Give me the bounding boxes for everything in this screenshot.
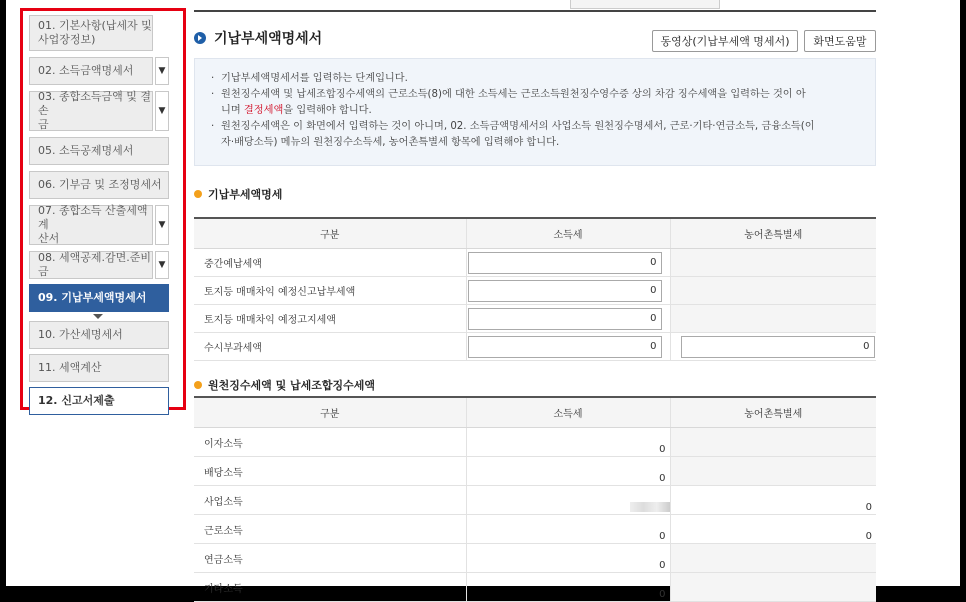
step-label: 06. 기부금 및 조정명세서	[38, 178, 162, 191]
table-row	[194, 277, 876, 305]
main-content	[194, 0, 876, 600]
table-header-row	[194, 397, 876, 428]
row-label: 배당소득	[194, 457, 466, 486]
top-button-stub	[570, 0, 720, 9]
circle-arrow-icon	[194, 32, 206, 44]
row-label: 사업소득	[194, 486, 466, 515]
page-title-text: 기납부세액명세서	[214, 31, 323, 47]
column-header: 소득세	[466, 397, 670, 428]
page-title	[194, 28, 322, 48]
table-row	[194, 428, 876, 457]
step-label: 10. 가산세명세서	[38, 328, 123, 341]
rural-tax-value: 0	[670, 515, 876, 544]
notice-line: · 원천징수세액은 이 화면에서 입력하는 것이 아니며, 02. 소득금액명세서의 사업소득 원천징수명세서, 근로·기타·연금소득, 금융소득(이 자·배당소득) 메뉴의 원천징수소득세, 농어촌특별세 항목에 입력해야 합니다.	[211, 119, 861, 151]
chevron-down-icon: ▼	[158, 260, 166, 270]
table-row	[194, 249, 876, 277]
column-header: 농어촌특별세	[670, 397, 876, 428]
step-label: 12. 신고서제출	[38, 394, 115, 407]
step-07-tax-calculation[interactable]	[29, 205, 153, 245]
row-label: 수시부과세액	[194, 333, 466, 361]
row-label: 중간예납세액	[194, 249, 466, 277]
step-label: 05. 소득공제명세서	[38, 144, 134, 157]
income-tax-value: 0	[466, 428, 670, 457]
bullet-dot-icon	[194, 381, 202, 389]
step-11-tax-computation[interactable]	[29, 354, 169, 382]
header-divider	[194, 10, 876, 12]
screen-help-button[interactable]: 화면도움말	[804, 30, 876, 52]
step-02-income-statement[interactable]	[29, 57, 153, 85]
occasional-assessment-input[interactable]: 0	[468, 336, 662, 358]
step-arrow-icon	[93, 314, 103, 319]
blurred-value	[630, 502, 670, 512]
row-label: 연금소득	[194, 544, 466, 573]
step-03-total-income[interactable]	[29, 91, 153, 131]
table-row	[194, 573, 876, 602]
income-tax-value: 0	[466, 573, 670, 602]
section-prepaid-title: 기납부세액명세	[194, 186, 282, 202]
section-withholding-title: 원천징수세액 및 납세조합징수세액	[194, 377, 375, 393]
occasional-rural-tax-input[interactable]: 0	[681, 336, 875, 358]
column-header: 소득세	[466, 218, 670, 249]
step-05-deductions[interactable]	[29, 137, 169, 165]
income-tax-value: 0	[466, 457, 670, 486]
table-row	[194, 333, 876, 361]
video-guide-button[interactable]: 동영상(기납부세액 명세서)	[652, 30, 798, 52]
step-12-submit[interactable]	[29, 387, 169, 415]
step-navigation-sidebar	[20, 8, 186, 410]
column-header: 구분	[194, 218, 466, 249]
notice-line: · 기납부세액명세서를 입력하는 단계입니다.	[211, 71, 861, 87]
land-gain-declared-input[interactable]: 0	[468, 280, 662, 302]
income-tax-value: 0	[466, 544, 670, 573]
chevron-down-icon: ▼	[158, 220, 166, 230]
land-gain-notified-input[interactable]: 0	[468, 308, 662, 330]
app-window	[6, 0, 960, 600]
row-label: 토지등 매매차익 예정고지세액	[194, 305, 466, 333]
step-06-donations[interactable]	[29, 171, 169, 199]
interim-prepayment-input[interactable]: 0	[468, 252, 662, 274]
table-header-row	[194, 218, 876, 249]
step-label: 08. 세액공제.감면.준비금	[38, 251, 151, 278]
column-header: 농어촌특별세	[670, 218, 876, 249]
withholding-tax-table	[194, 396, 876, 602]
step-label: 07. 종합소득 산출세액계 산서	[38, 204, 148, 245]
row-label: 토지등 매매차익 예정신고납부세액	[194, 277, 466, 305]
step-08-dropdown[interactable]	[155, 251, 169, 279]
step-label: 11. 세액계산	[38, 361, 102, 374]
step-label: 02. 소득금액명세서	[38, 64, 134, 77]
chevron-down-icon: ▼	[158, 106, 166, 116]
income-tax-value	[466, 486, 670, 515]
step-10-penalty-tax[interactable]	[29, 321, 169, 349]
notice-box	[194, 58, 876, 166]
column-header: 구분	[194, 397, 466, 428]
step-03-dropdown[interactable]	[155, 91, 169, 131]
income-tax-value: 0	[466, 515, 670, 544]
step-01-basic-info[interactable]	[29, 15, 153, 51]
table-row	[194, 305, 876, 333]
row-label: 기타소득	[194, 573, 466, 602]
row-label: 근로소득	[194, 515, 466, 544]
step-label: 09. 기납부세액명세서	[38, 291, 147, 304]
step-02-dropdown[interactable]	[155, 57, 169, 85]
highlight-text: 결정세액	[243, 105, 284, 116]
step-08-tax-credits[interactable]	[29, 251, 153, 279]
notice-line: · 원천징수세액 및 납세조합징수세액의 근로소득(8)에 대한 소득세는 근로소득원천징수영수증 상의 차감 징수세액을 입력하는 것이 아 니며 결정세액을 입력해야 합니다.	[211, 87, 861, 119]
rural-tax-value: 0	[670, 486, 876, 515]
table-row	[194, 515, 876, 544]
step-label: 03. 종합소득금액 및 결손 금	[38, 90, 151, 131]
bullet-dot-icon	[194, 190, 202, 198]
table-row	[194, 486, 876, 515]
step-label: 01. 기본사항(납세자 및 사업장정보)	[38, 19, 152, 46]
step-09-prepaid-tax[interactable]	[29, 284, 169, 312]
table-row	[194, 544, 876, 573]
row-label: 이자소득	[194, 428, 466, 457]
step-07-dropdown[interactable]	[155, 205, 169, 245]
chevron-down-icon: ▼	[158, 66, 166, 76]
table-row	[194, 457, 876, 486]
prepaid-tax-table	[194, 217, 876, 361]
